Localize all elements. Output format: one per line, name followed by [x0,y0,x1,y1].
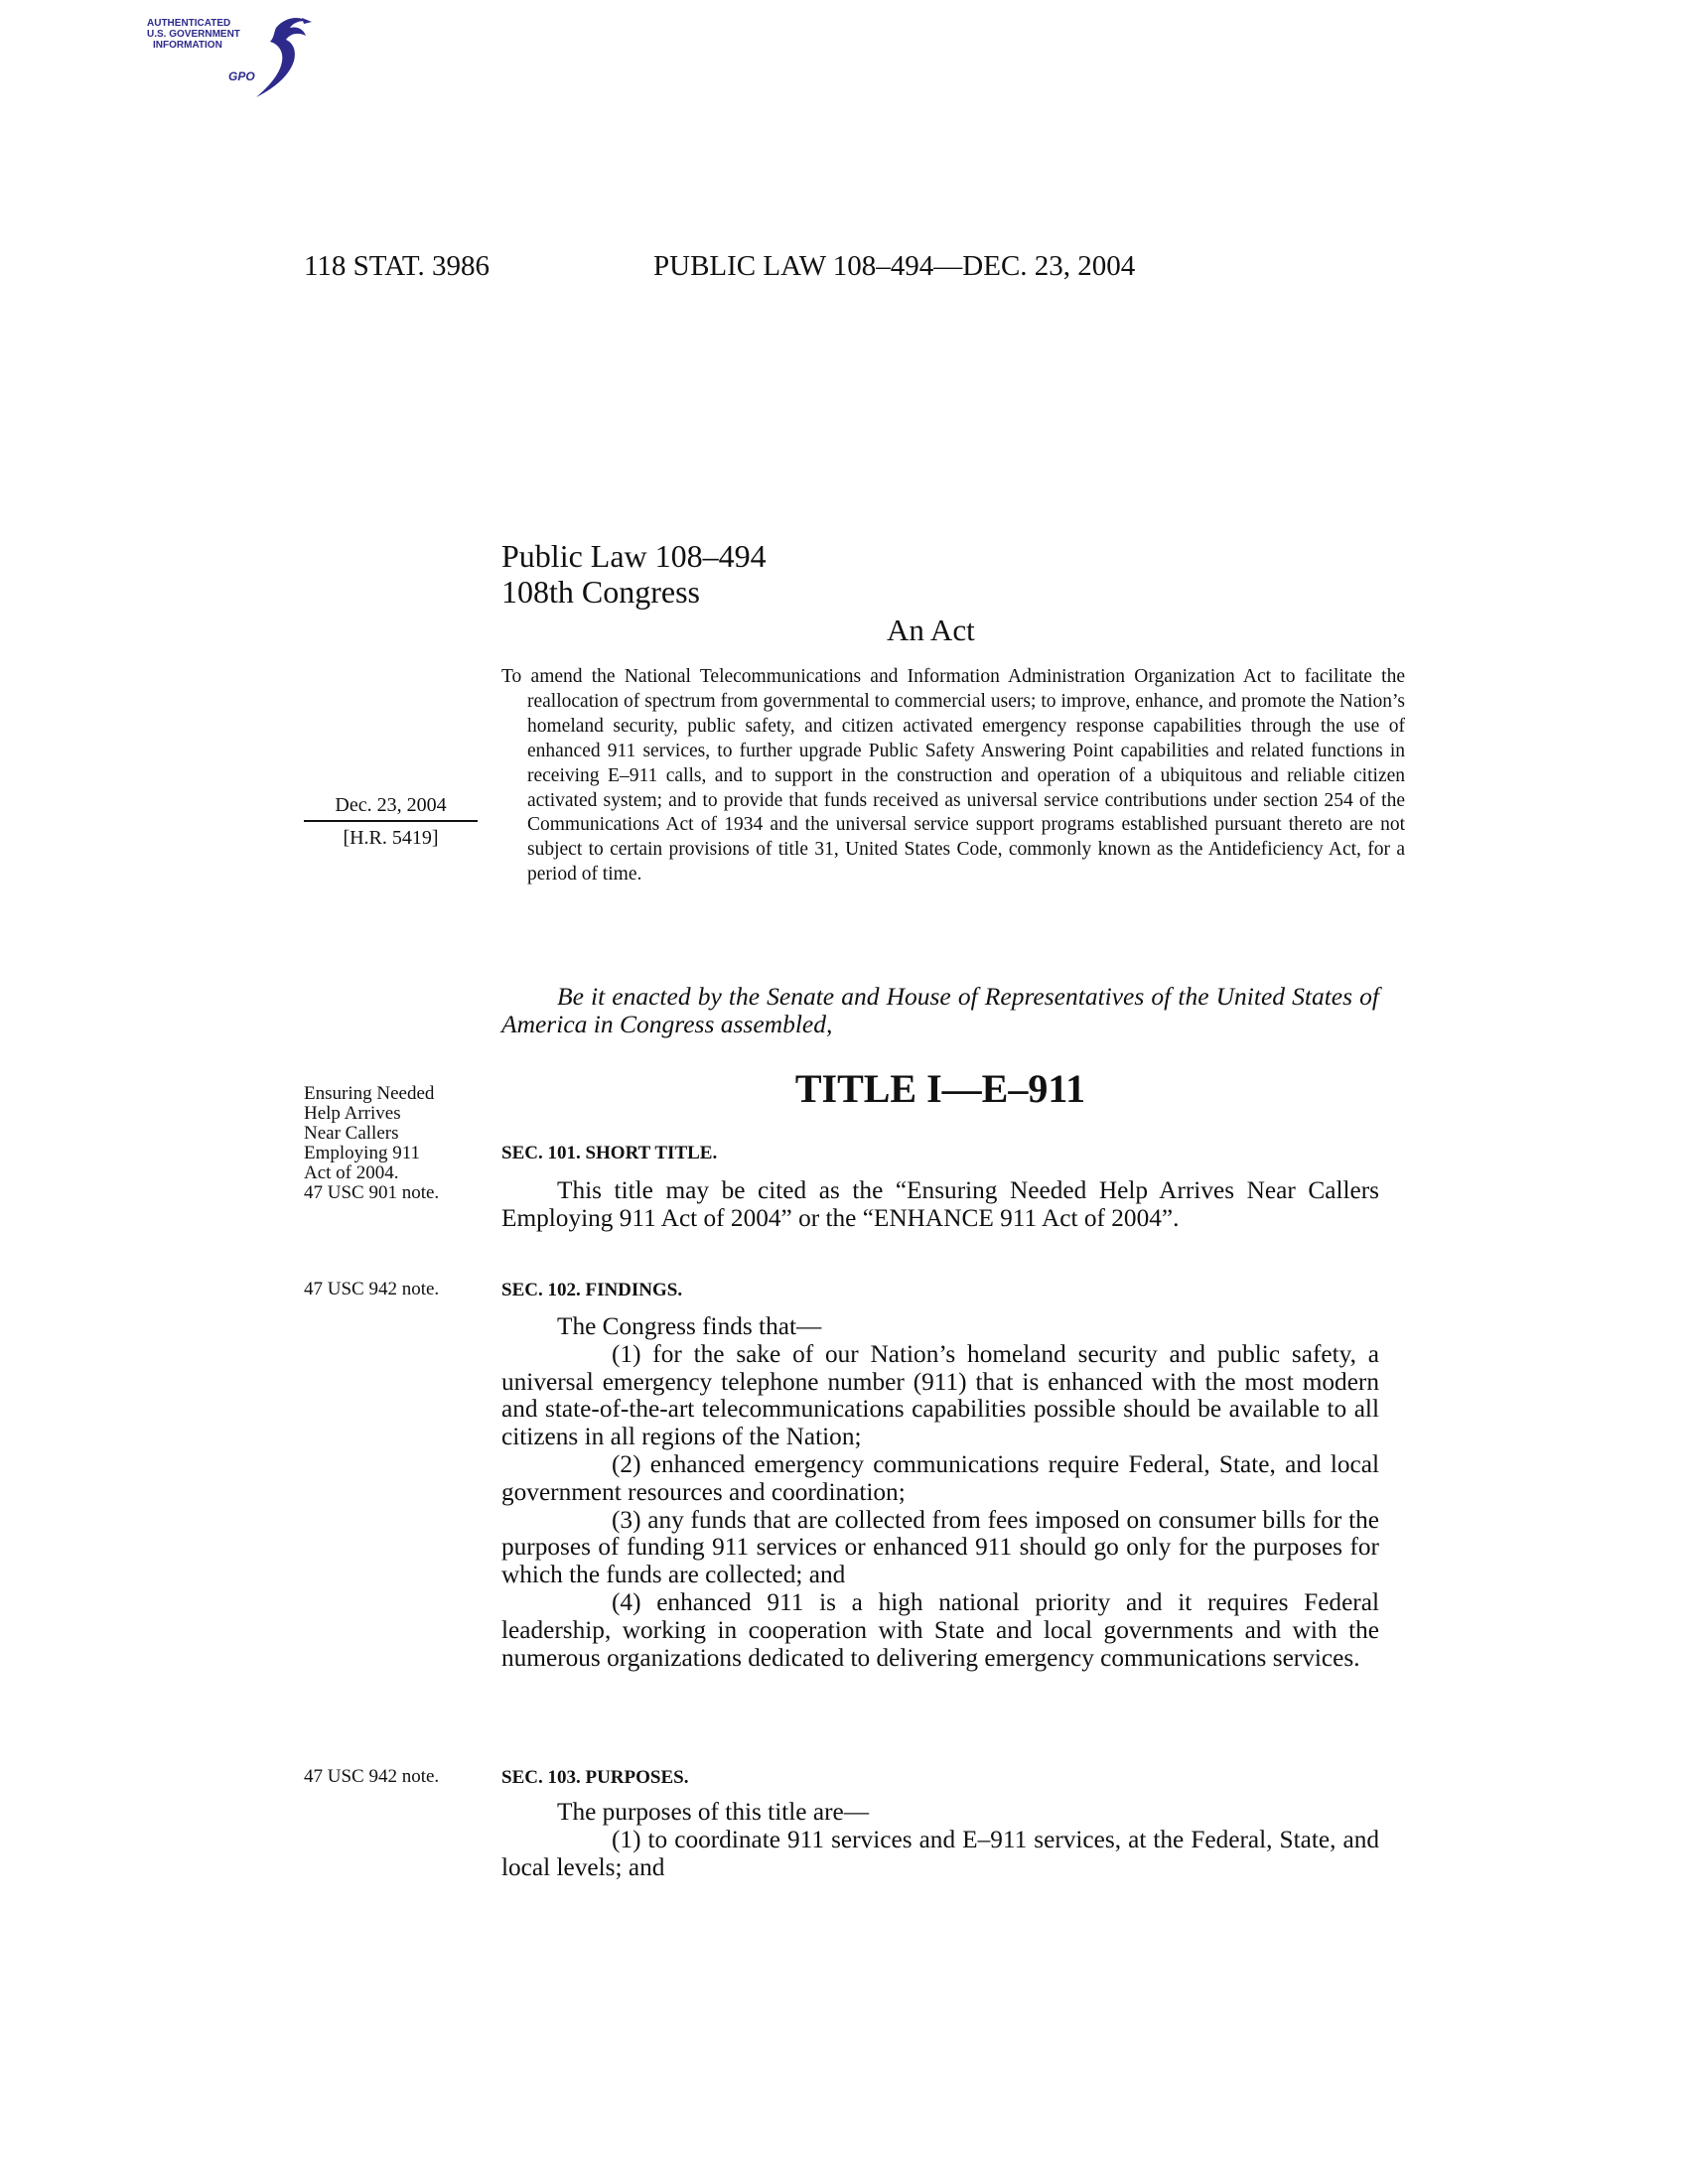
section-103-intro: The purposes of this title are— [557,1798,870,1826]
margin-note-line: 47 USC 901 note. [304,1182,440,1203]
purpose-item: (1) to coordinate 911 services and E–911 services, at the Federal, State, and local levels; and [501,1825,1379,1881]
margin-note-line: Employing 911 [304,1143,420,1163]
seal-text-gpo: GPO [228,69,255,83]
section-103-heading: SEC. 103. PURPOSES. [501,1767,689,1788]
enacting-clause: Be it enacted by the Senate and House of Representatives of the United States of America in Congress assembled, [501,982,1379,1038]
section-102-margin-note: 47 USC 942 note. [304,1279,440,1299]
long-title: To amend the National Telecommunications and Information Administration Organization Act to facilitate the reallocation of spectrum from governmental to commercial users; to improve, enhance, and promote the Nation’s homeland security, public safety, and citizen activated emergency response capabilities through the use of enhanced 911 services, to further upgrade Public Safety Answering Point capabilities and related functions in receiving E–911 calls, and to support in the construction and operation of a ubiquitous and reliable citizen activated system; and to provide that funds received as universal service contributions under section 254 of the Communications Act of 1934 and the universal service support programs established pursuant thereto are not subject to certain provisions of title 31, United States Code, commonly known as the Antideficiency Act, for a period of time. [501,666,1405,886]
stat-page-number: 118 STAT. 3986 [304,250,490,282]
enactment-date: Dec. 23, 2004 [304,794,478,822]
eagle-icon [246,8,316,102]
section-102-heading: SEC. 102. FINDINGS. [501,1280,683,1300]
section-101-body [501,1177,1379,1233]
section-102-body [501,1313,1379,1672]
bill-number: [H.R. 5419] [343,827,439,849]
margin-note-line: Ensuring Needed [304,1083,435,1104]
seal-text-government: U.S. GOVERNMENT [147,29,240,40]
congress-heading: 108th Congress [501,574,700,610]
law-number-heading: Public Law 108–494 [501,538,767,574]
section-103-margin-note: 47 USC 942 note. [304,1766,440,1787]
section-103-body [501,1799,1379,1881]
section-101-text: This title may be cited as the “Ensuring Needed Help Arrives Near Callers Employing 911 Act of 2004” or the “ENHANCE 911 Act of 2004”. [501,1176,1379,1232]
margin-note-line: Near Callers [304,1123,399,1144]
seal-text-authenticated: AUTHENTICATED [147,18,231,29]
short-title-margin-note [304,1084,439,1203]
enactment-date-note [304,794,478,850]
finding-item: (4) enhanced 911 is a high national priority and it requires Federal leadership, working in cooperation with State and local governments and with the numerous organizations dedicated to delivering emergency communications services. [501,1587,1379,1672]
seal-text-information: INFORMATION [153,40,222,51]
section-102-intro: The Congress finds that— [557,1312,822,1340]
gpo-authentication-seal [147,8,316,102]
an-act-heading: An Act [887,613,975,647]
finding-item: (2) enhanced emergency communications require Federal, State, and local government resources and coordination; [501,1449,1379,1506]
finding-item: (3) any funds that are collected from fees imposed on consumer bills for the purposes of funding 911 services or enhanced 911 should go only for the purposes for which the funds are collected; and [501,1505,1379,1589]
title-heading: TITLE I—E–911 [794,1066,1086,1111]
margin-note-line: Act of 2004. [304,1162,399,1183]
section-101-heading: SEC. 101. SHORT TITLE. [501,1143,718,1163]
margin-note-line: Help Arrives [304,1103,401,1124]
running-header-law: PUBLIC LAW 108–494—DEC. 23, 2004 [653,250,1136,282]
finding-item: (1) for the sake of our Nation’s homeland security and public safety, a universal emergency telephone number (911) that is enhanced with the most modern and state-of-the-art telecommunications capabilities possible should be available to all citizens in all regions of the Nation; [501,1339,1379,1451]
